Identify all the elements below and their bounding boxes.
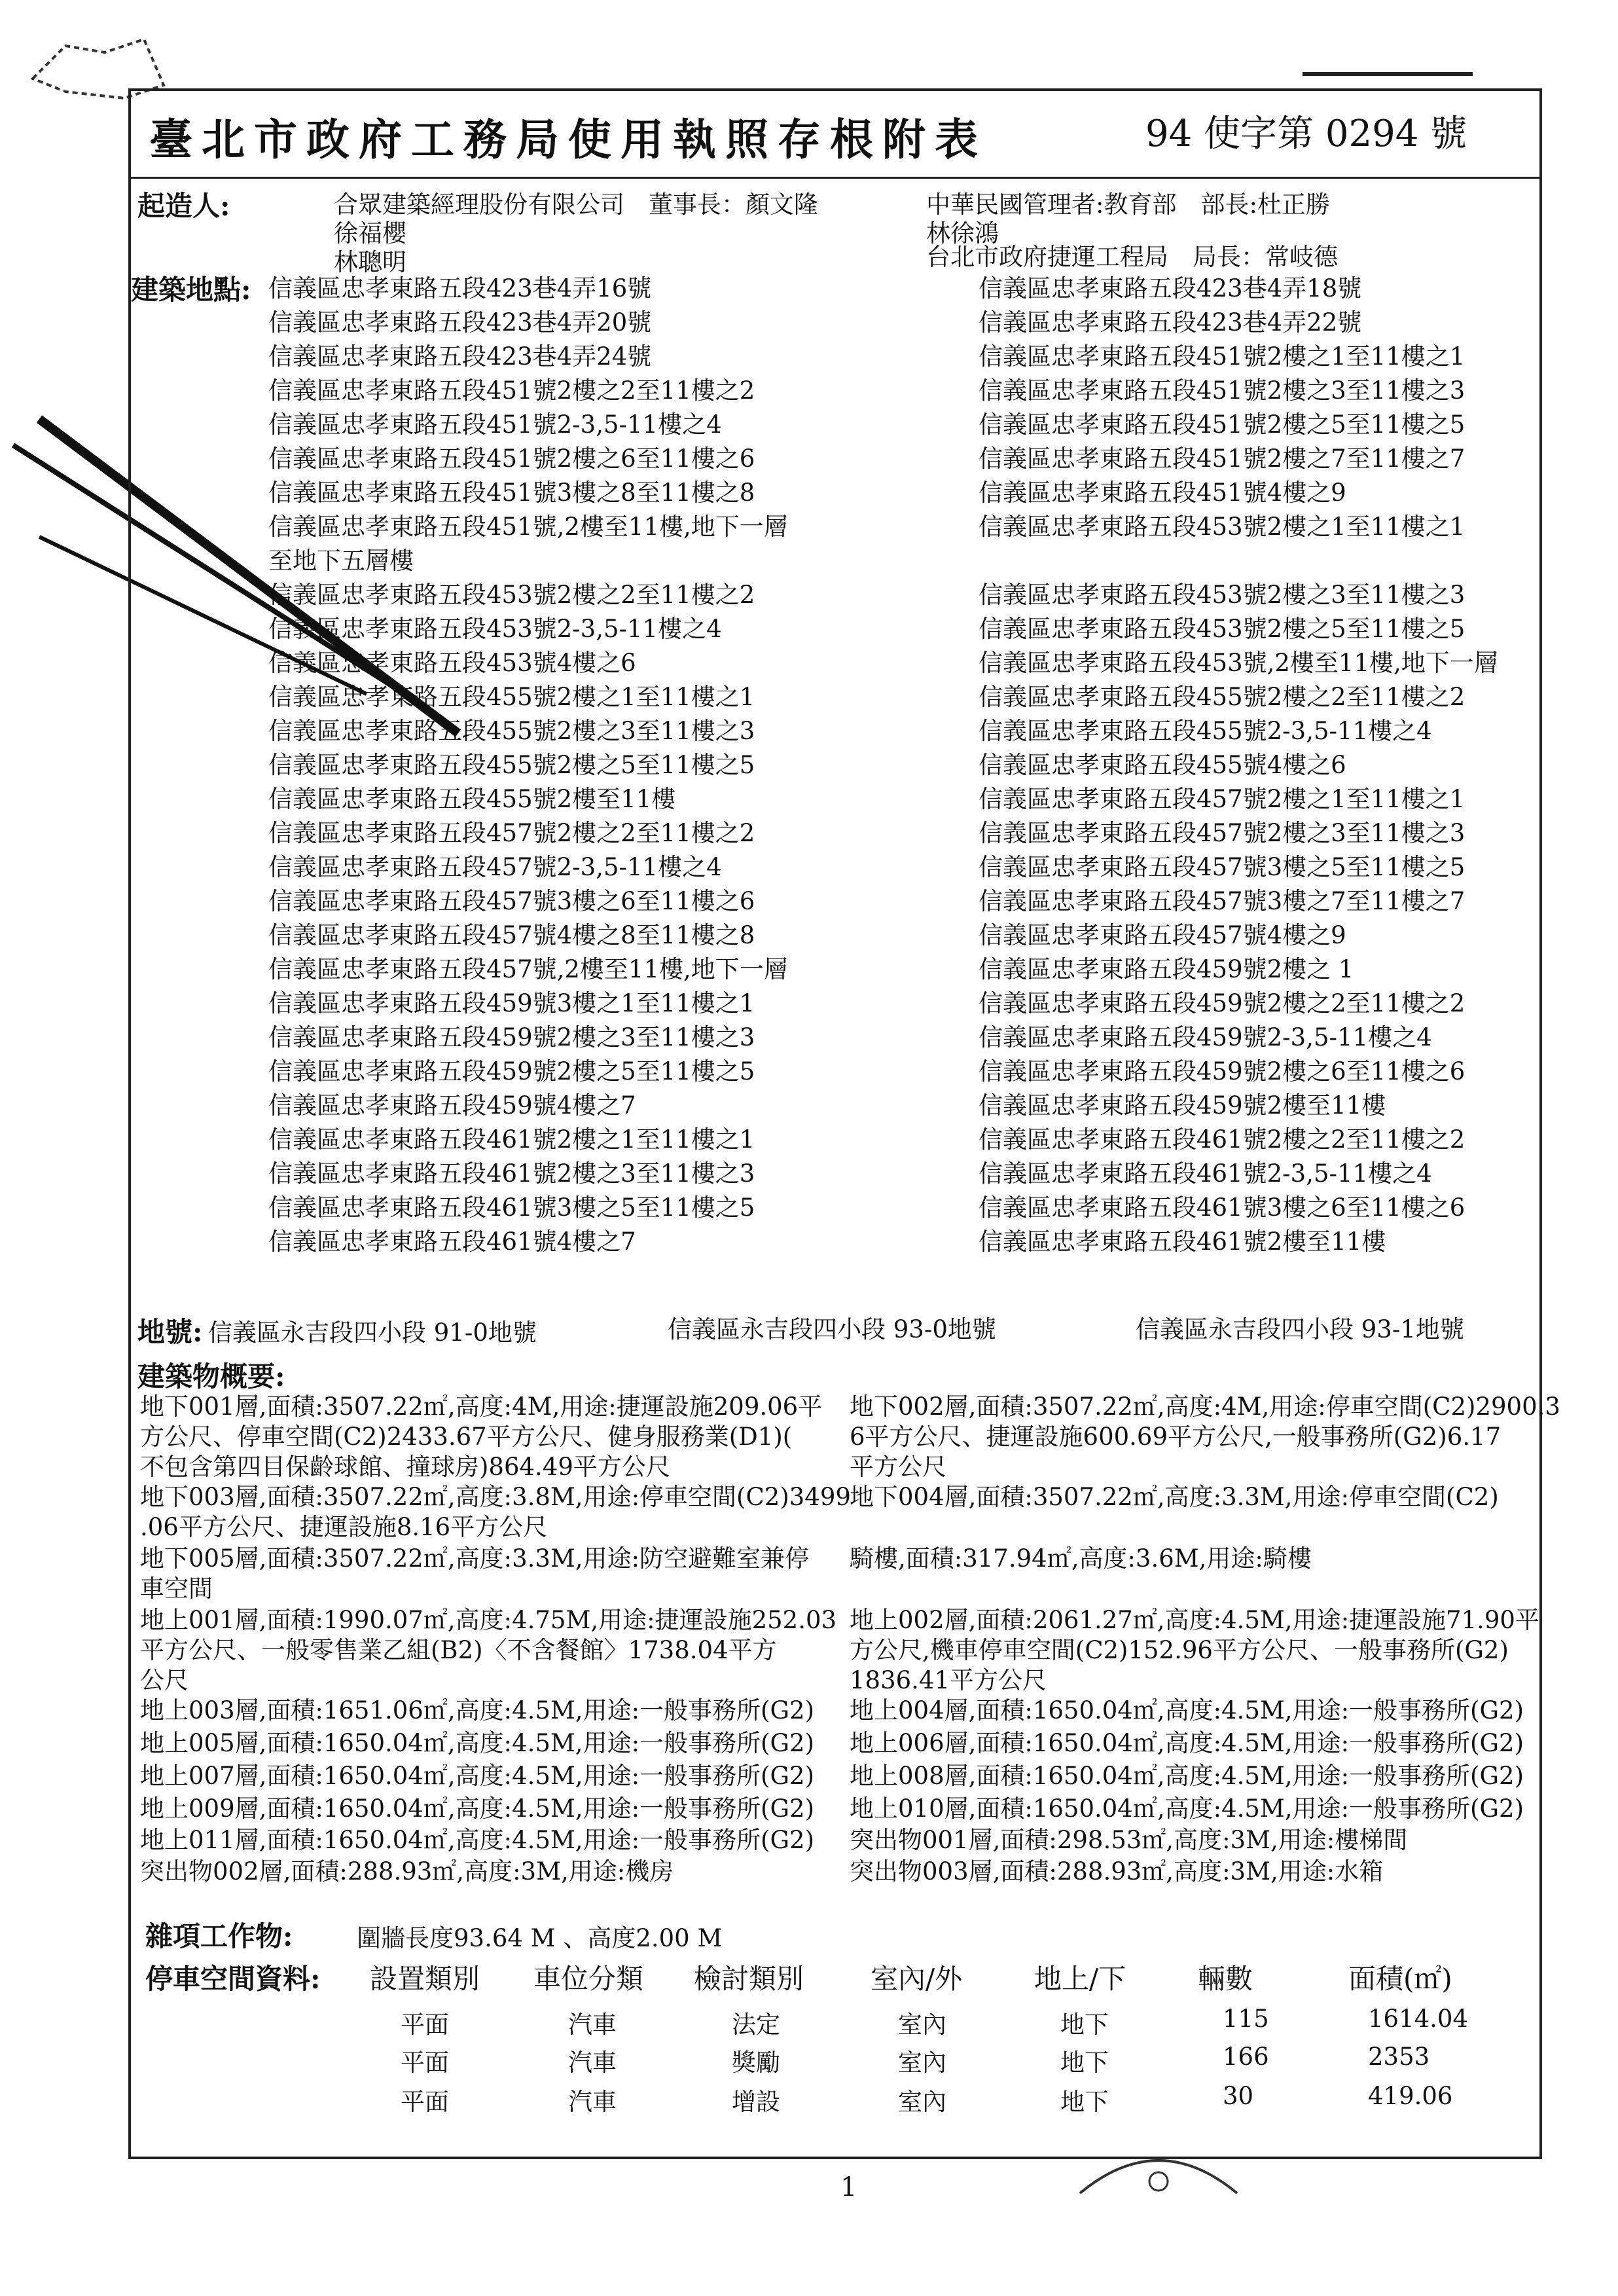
address-right-item: 信義區忠孝東路五段455號2-3,5-11樓之4	[979, 717, 1432, 745]
building-left-line: .06平方公尺、捷運設施8.16平方公尺	[140, 1513, 548, 1541]
address-right-item: 信義區忠孝東路五段457號2樓之3至11樓之3	[979, 819, 1465, 847]
address-left-item: 信義區忠孝東路五段451號3樓之8至11樓之8	[268, 479, 755, 507]
address-right-item: 信義區忠孝東路五段461號3樓之6至11樓之6	[979, 1194, 1465, 1222]
parking-cell: 室內	[898, 2088, 946, 2116]
building-left-line: 地下005層,面積:3507.22㎡,高度:3.3M,用途:防空避難室兼停	[140, 1544, 810, 1573]
building-left-line: 地上009層,面積:1650.04㎡,高度:4.5M,用途:一般事務所(G2)	[140, 1795, 815, 1823]
address-right-item: 信義區忠孝東路五段423巷4弄22號	[979, 308, 1362, 337]
applicant-right-2: 林徐鴻	[926, 219, 999, 247]
building-right-line: 6平方公尺、捷運設施600.69平方公尺,一般事務所(G2)6.17	[850, 1423, 1501, 1451]
address-left-item: 信義區忠孝東路五段461號3樓之5至11樓之5	[268, 1194, 755, 1222]
building-right-line: 突出物003層,面積:288.93㎡,高度:3M,用途:水箱	[850, 1857, 1384, 1886]
address-left-item: 信義區忠孝東路五段461號2樓之3至11樓之3	[268, 1159, 755, 1188]
address-left-item: 信義區忠孝東路五段459號2樓之3至11樓之3	[268, 1023, 755, 1051]
building-left-line: 地上005層,面積:1650.04㎡,高度:4.5M,用途:一般事務所(G2)	[140, 1729, 815, 1757]
address-left-item: 信義區忠孝東路五段423巷4弄20號	[268, 308, 652, 337]
applicant-right-1: 中華民國管理者:教育部 部長:杜正勝	[926, 191, 1330, 219]
address-right-item: 信義區忠孝東路五段461號2樓之2至11樓之2	[979, 1125, 1465, 1154]
lot-item-2: 信義區永吉段四小段 93-0地號	[668, 1315, 996, 1343]
building-left-line: 地上007層,面積:1650.04㎡,高度:4.5M,用途:一般事務所(G2)	[140, 1762, 815, 1790]
barcode-fragment	[1303, 46, 1473, 76]
parking-cell: 30	[1223, 2082, 1254, 2110]
parking-cell: 室內	[898, 2011, 946, 2039]
address-right-item: 信義區忠孝東路五段451號2樓之1至11樓之1	[979, 342, 1465, 371]
address-left-item: 信義區忠孝東路五段457號3樓之6至11樓之6	[268, 887, 755, 915]
building-left-line: 地下001層,面積:3507.22㎡,高度:4M,用途:捷運設施209.06平	[140, 1393, 823, 1421]
building-left-line: 突出物002層,面積:288.93㎡,高度:3M,用途:機房	[140, 1857, 674, 1886]
address-right-item: 信義區忠孝東路五段461號2-3,5-11樓之4	[979, 1159, 1432, 1188]
applicant-label: 起造人:	[137, 190, 230, 222]
misc-label: 雜項工作物:	[145, 1920, 293, 1952]
applicant-right-3: 台北市政府捷運工程局 局長：常岐德	[926, 243, 1338, 271]
address-right-item: 信義區忠孝東路五段451號4樓之9	[979, 479, 1346, 507]
address-left-item: 信義區忠孝東路五段455號2樓至11樓	[268, 785, 676, 813]
parking-cell: 地下	[1060, 2088, 1109, 2116]
address-left-item: 信義區忠孝東路五段461號4樓之7	[268, 1228, 636, 1256]
parking-header-cell: 檢討類別	[694, 1963, 804, 1995]
parking-cell: 平面	[401, 2088, 449, 2116]
building-right-line: 地上008層,面積:1650.04㎡,高度:4.5M,用途:一般事務所(G2)	[850, 1762, 1524, 1790]
address-right-item: 信義區忠孝東路五段459號2樓至11樓	[979, 1091, 1386, 1120]
address-left-item: 信義區忠孝東路五段457號,2樓至11樓,地下一層	[268, 955, 788, 983]
parking-cell: 增設	[732, 2088, 780, 2116]
lot-item-1: 信義區永吉段四小段 91-0地號	[208, 1319, 537, 1347]
parking-cell: 汽車	[568, 2049, 617, 2077]
address-left-item: 信義區忠孝東路五段459號4樓之7	[268, 1091, 636, 1120]
parking-cell: 汽車	[568, 2011, 617, 2039]
address-right-item: 信義區忠孝東路五段455號2樓之2至11樓之2	[979, 683, 1465, 711]
parking-header-cell: 輛數	[1198, 1963, 1253, 1995]
address-left-item: 信義區忠孝東路五段459號3樓之1至11樓之1	[268, 989, 755, 1017]
page-number: 1	[840, 2172, 857, 2202]
building-right-line: 平方公尺	[850, 1453, 946, 1481]
applicant-left-2: 徐福櫻	[334, 219, 406, 247]
address-right-item: 信義區忠孝東路五段453號,2樓至11樓,地下一層	[979, 649, 1498, 677]
building-right-line: 地下002層,面積:3507.22㎡,高度:4M,用途:停車空間(C2)2900.3	[850, 1393, 1560, 1421]
address-right-item: 信義區忠孝東路五段451號2樓之3至11樓之3	[979, 376, 1465, 405]
parking-cell: 地下	[1060, 2049, 1109, 2077]
lot-item-3: 信義區永吉段四小段 93-1地號	[1136, 1315, 1464, 1343]
building-left-line: 公尺	[140, 1666, 189, 1694]
address-left-item: 信義區忠孝東路五段453號4樓之6	[268, 649, 636, 677]
building-right-line: 地上006層,面積:1650.04㎡,高度:4.5M,用途:一般事務所(G2)	[850, 1729, 1524, 1757]
address-left-item: 信義區忠孝東路五段453號2-3,5-11樓之4	[268, 615, 722, 643]
parking-cell: 平面	[401, 2049, 449, 2077]
address-right-item: 信義區忠孝東路五段459號2樓之 1	[979, 955, 1354, 983]
parking-header-cell: 車位分類	[533, 1963, 644, 1995]
parking-cell: 2353	[1368, 2043, 1430, 2071]
address-left-item: 信義區忠孝東路五段457號4樓之8至11樓之8	[268, 921, 755, 949]
building-left-line: 地上001層,面積:1990.07㎡,高度:4.75M,用途:捷運設施252.03	[140, 1606, 837, 1634]
parking-header-cell: 設置類別	[370, 1963, 480, 1995]
applicant-left-3: 林聰明	[334, 248, 406, 276]
applicant-left-1: 合眾建築經理股份有限公司 董事長：顏文隆	[334, 191, 818, 219]
parking-cell: 法定	[732, 2011, 780, 2039]
address-right-item: 信義區忠孝東路五段459號2-3,5-11樓之4	[979, 1023, 1432, 1051]
address-right-item: 信義區忠孝東路五段457號2樓之1至11樓之1	[979, 785, 1465, 813]
building-left-line: 車空間	[140, 1575, 213, 1603]
address-right-item: 信義區忠孝東路五段459號2樓之2至11樓之2	[979, 989, 1465, 1017]
parking-cell: 166	[1223, 2043, 1269, 2071]
address-left-item: 信義區忠孝東路五段451號2樓之6至11樓之6	[268, 445, 755, 473]
address-right-item: 信義區忠孝東路五段461號2樓至11樓	[979, 1228, 1386, 1256]
parking-cell: 汽車	[568, 2088, 617, 2116]
lot-label: 地號:	[137, 1316, 203, 1348]
building-label: 建築物概要:	[137, 1360, 285, 1393]
address-left-item: 信義區忠孝東路五段451號2-3,5-11樓之4	[268, 410, 722, 439]
parking-cell: 平面	[401, 2011, 449, 2039]
address-left-item: 信義區忠孝東路五段455號2樓之3至11樓之3	[268, 717, 755, 745]
address-right-item: 信義區忠孝東路五段457號3樓之5至11樓之5	[979, 853, 1465, 881]
address-left-item: 信義區忠孝東路五段455號2樓之5至11樓之5	[268, 751, 755, 779]
address-right-item: 信義區忠孝東路五段455號4樓之6	[979, 751, 1346, 779]
parking-cell: 地下	[1060, 2011, 1109, 2039]
address-left-item: 信義區忠孝東路五段451號,2樓至11樓,地下一層	[268, 513, 788, 541]
address-left-item: 信義區忠孝東路五段453號2樓之2至11樓之2	[268, 581, 755, 609]
address-right-item: 信義區忠孝東路五段453號2樓之5至11樓之5	[979, 615, 1465, 643]
address-right-item: 信義區忠孝東路五段453號2樓之1至11樓之1	[979, 513, 1465, 541]
parking-cell: 419.06	[1368, 2082, 1453, 2110]
parking-label: 停車空間資料:	[145, 1963, 321, 1995]
parking-cell: 115	[1223, 2005, 1269, 2033]
address-left-item: 信義區忠孝東路五段461號2樓之1至11樓之1	[268, 1125, 755, 1154]
parking-cell: 1614.04	[1368, 2005, 1469, 2033]
address-right-item: 信義區忠孝東路五段423巷4弄18號	[979, 274, 1362, 302]
address-left-item: 信義區忠孝東路五段423巷4弄24號	[268, 342, 652, 371]
address-right-item: 信義區忠孝東路五段457號4樓之9	[979, 921, 1346, 949]
address-right-item: 信義區忠孝東路五段451號2樓之7至11樓之7	[979, 445, 1465, 473]
address-right-item: 信義區忠孝東路五段451號2樓之5至11樓之5	[979, 410, 1465, 439]
address-left-item: 信義區忠孝東路五段423巷4弄16號	[268, 274, 652, 302]
building-right-line: 突出物001層,面積:298.53㎡,高度:3M,用途:樓梯間	[850, 1826, 1408, 1854]
building-right-line: 地上004層,面積:1650.04㎡,高度:4.5M,用途:一般事務所(G2)	[850, 1696, 1524, 1724]
parking-header-cell: 地上/下	[1034, 1963, 1126, 1995]
parking-cell: 室內	[898, 2049, 946, 2077]
building-right-line: 1836.41平方公尺	[850, 1666, 1047, 1694]
building-right-line: 騎樓,面積:317.94㎡,高度:3.6M,用途:騎樓	[850, 1544, 1312, 1573]
address-left-item: 信義區忠孝東路五段459號2樓之5至11樓之5	[268, 1057, 755, 1085]
building-right-line: 地上002層,面積:2061.27㎡,高度:4.5M,用途:捷運設施71.90平	[850, 1606, 1539, 1634]
document-title: 臺北市政府工務局使用執照存根附表	[149, 114, 987, 165]
parking-header-cell: 室內/外	[871, 1963, 963, 1995]
building-right-line: 地上010層,面積:1650.04㎡,高度:4.5M,用途:一般事務所(G2)	[850, 1795, 1524, 1823]
address-right-item: 信義區忠孝東路五段453號2樓之3至11樓之3	[979, 581, 1465, 609]
parking-cell: 獎勵	[732, 2049, 780, 2077]
address-left-item: 信義區忠孝東路五段457號2樓之2至11樓之2	[268, 819, 755, 847]
parking-header-cell: 面積(㎡)	[1348, 1963, 1452, 1995]
building-right-line: 方公尺,機車停車空間(C2)152.96平方公尺、一般事務所(G2)	[850, 1636, 1509, 1664]
address-left-item: 信義區忠孝東路五段451號2樓之2至11樓之2	[268, 376, 755, 405]
building-left-line: 平方公尺、一般零售業乙組(B2)〈不含餐館〉1738.04平方	[140, 1636, 777, 1664]
address-left-item: 至地下五層樓	[268, 547, 414, 575]
permit-number: 94 使字第 0294 號	[1145, 113, 1467, 155]
building-right-line: 地下004層,面積:3507.22㎡,高度:3.3M,用途:停車空間(C2)	[850, 1483, 1499, 1511]
address-left-item: 信義區忠孝東路五段457號2-3,5-11樓之4	[268, 853, 722, 881]
title-divider	[128, 177, 1542, 179]
building-left-line: 方公尺、停車空間(C2)2433.67平方公尺、健身服務業(D1)(	[140, 1423, 793, 1451]
building-left-line: 不包含第四目保齡球館、撞球房)864.49平方公尺	[140, 1453, 670, 1481]
misc-value: 圍牆長度93.64 M 、高度2.00 M	[357, 1924, 723, 1952]
address-right-item: 信義區忠孝東路五段457號3樓之7至11樓之7	[979, 887, 1465, 915]
building-left-line: 地下003層,面積:3507.22㎡,高度:3.8M,用途:停車空間(C2)3499	[140, 1483, 851, 1511]
address-right-item: 信義區忠孝東路五段459號2樓之6至11樓之6	[979, 1057, 1465, 1085]
location-label: 建築地點:	[131, 274, 251, 306]
building-left-line: 地上003層,面積:1651.06㎡,高度:4.5M,用途:一般事務所(G2)	[140, 1696, 815, 1724]
address-left-item: 信義區忠孝東路五段455號2樓之1至11樓之1	[268, 683, 755, 711]
building-left-line: 地上011層,面積:1650.04㎡,高度:4.5M,用途:一般事務所(G2)	[140, 1826, 815, 1854]
